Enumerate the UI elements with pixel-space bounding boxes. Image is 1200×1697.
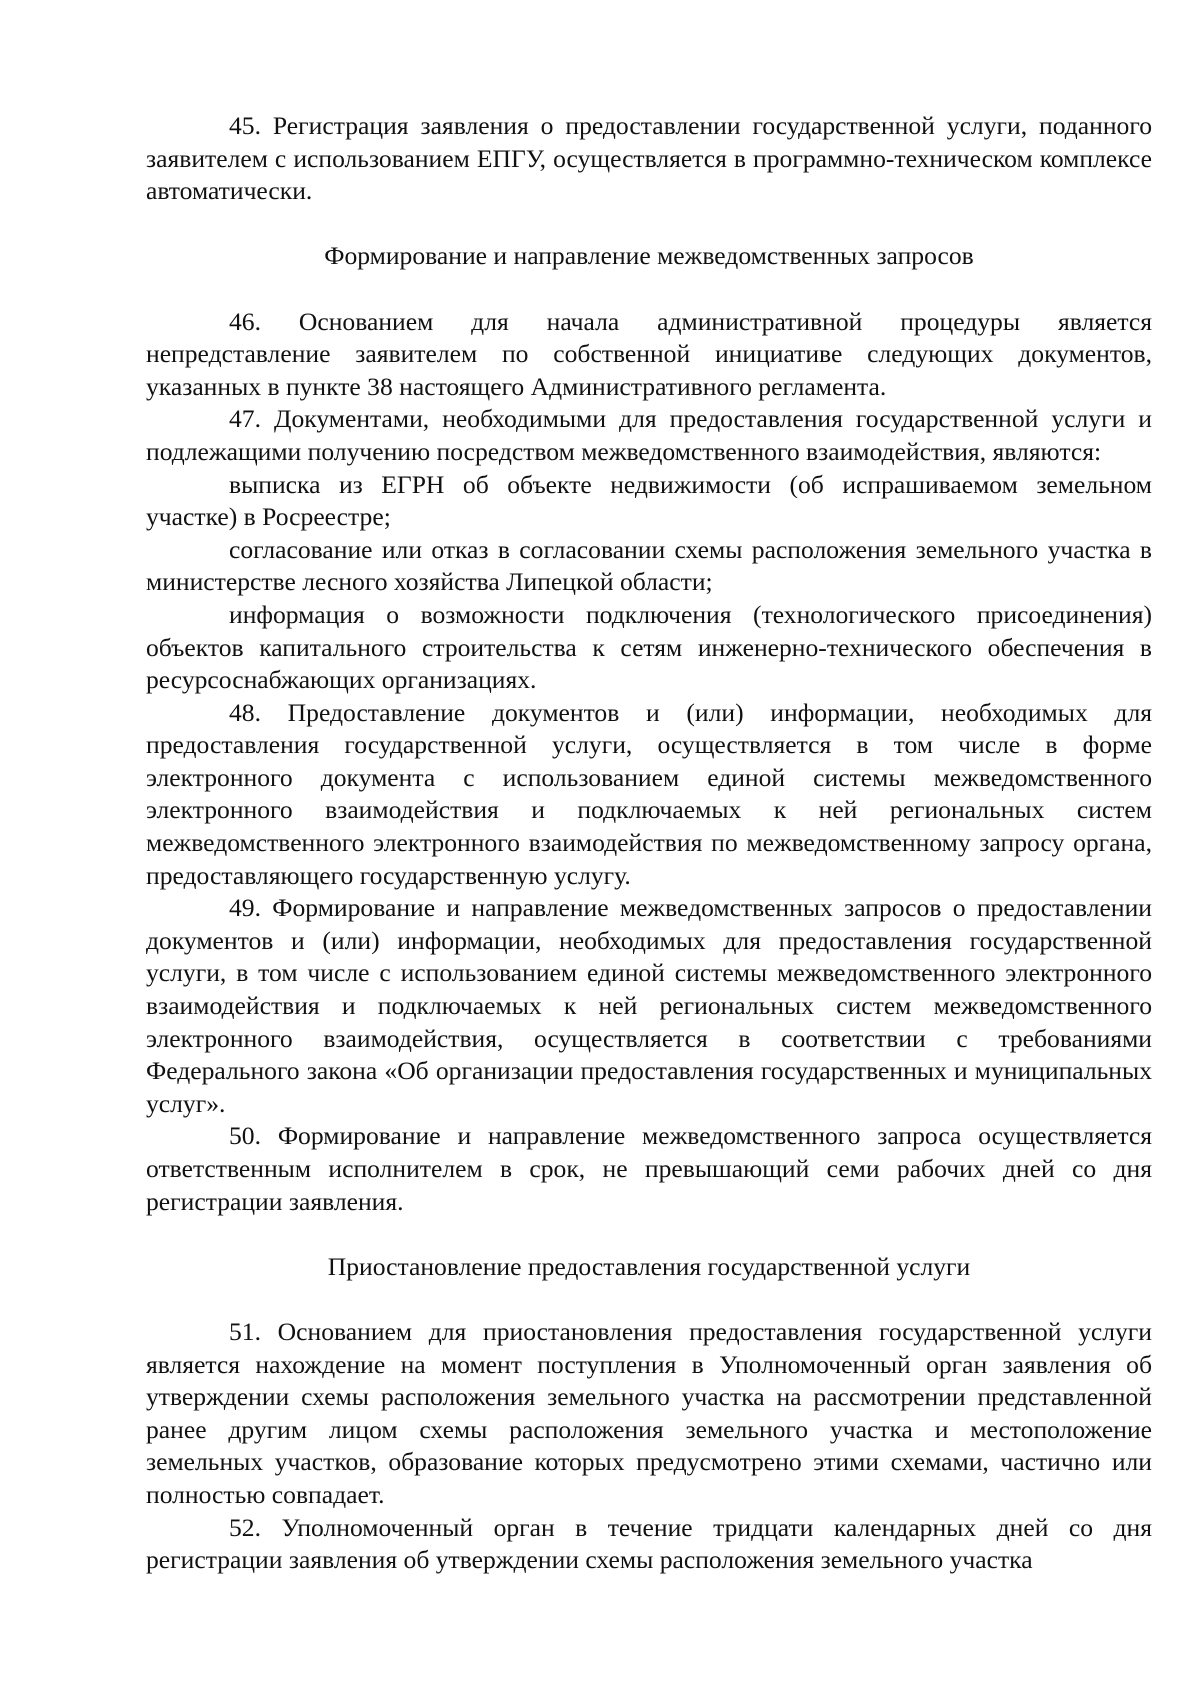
paragraph-47-item-forestry: согласование или отказ в согласовании схемы расположения земельного участка в министерстве лесного хозяйства Липецкой области; <box>146 534 1152 597</box>
paragraph-47-item-egrn: выписка из ЕГРН об объекте недвижимости (об испрашиваемом земельном участке) в Росреестре; <box>146 469 1152 532</box>
document-page <box>146 110 1152 1577</box>
section-heading-interagency-requests: Формирование и направление межведомственных запросов <box>324 241 974 271</box>
spacer <box>146 1218 1152 1251</box>
spacer <box>146 208 1152 241</box>
paragraph-52: 52. Уполномоченный орган в течение тридцати календарных дней со дня регистрации заявления об утверждении схемы расположения земельного участка <box>146 1512 1152 1575</box>
paragraph-47: 47. Документами, необходимыми для предоставления государственной услуги и подлежащими получению посредством межведомственного взаимодействия, являются: <box>146 404 1152 466</box>
paragraph-45: 45. Регистрация заявления о предоставлении государственной услуги, поданного заявителем с использованием ЕПГУ, осуществляется в программно-техническом комплексе автоматически. <box>146 111 1152 206</box>
paragraph-47-item-connection: информация о возможности подключения (технологического присоединения) объектов капитального строительства к сетям инженерно-технического обеспечения в ресурсоснабжающих организациях. <box>146 599 1152 695</box>
paragraph-50: 50. Формирование и направление межведомственного запроса осуществляется ответственным исполнителем в срок, не превышающий семи рабочих дней со дня регистрации заявления. <box>146 1121 1152 1216</box>
paragraph-46: 46. Основанием для начала административной процедуры является непредставление заявителем по собственной инициативе следующих документов, указанных в пункте 38 настоящего Административного регламента. <box>146 306 1152 401</box>
paragraph-48: 48. Предоставление документов и (или) информации, необходимых для предоставления государственной услуги, осуществляется в том числе в форме электронного документа с использованием единой системы межведомственного электронного взаимодействия и подключаемых к ней региональных систем межведомственного электронного взаимодействия по межведомственному запросу органа, предоставляющего государственную услугу. <box>146 697 1152 890</box>
paragraph-49: 49. Формирование и направление межведомственных запросов о предоставлении документов и (или) информации, необходимых для предоставления государственной услуги, в том числе с использованием единой системы межведомственного электронного взаимодействия и подключаемых к ней региональных систем межведомственного электронного взаимодействия, осуществляется в соответствии с требованиями Федерального закона «Об организации предоставления государственных и муниципальных услуг». <box>146 893 1152 1118</box>
spacer <box>146 273 1152 306</box>
section-heading-suspension: Приостановление предоставления государственной услуги <box>327 1251 971 1281</box>
spacer <box>146 1283 1152 1316</box>
paragraph-51: 51. Основанием для приостановления предоставления государственной услуги является нахождение на момент поступления в Уполномоченный орган заявления об утверждении схемы расположения земельного участка на рассмотрении представленной ранее другим лицом схемы расположения земельного участка и местоположение земельных участков, образование которых предусмотрено этими схемами, частично или полностью совпадает. <box>146 1316 1152 1509</box>
